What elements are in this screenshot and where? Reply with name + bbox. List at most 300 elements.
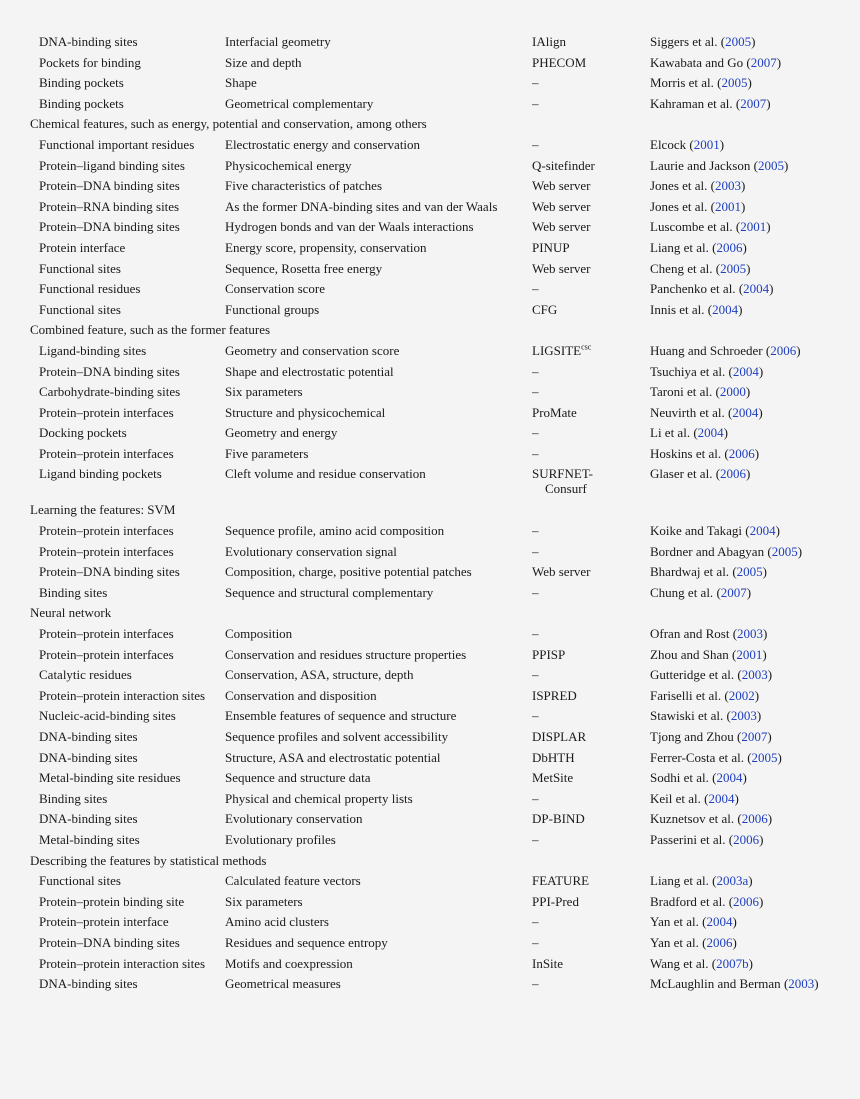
reference-cell: Passerini et al. (2006) bbox=[650, 831, 764, 847]
table-row bbox=[30, 199, 830, 220]
tool-name: Q-sitefinder bbox=[532, 157, 595, 173]
feature-cell: Evolutionary conservation signal bbox=[225, 543, 397, 559]
binding-site-cell: Functional residues bbox=[39, 281, 141, 297]
tool-name: ISPRED bbox=[532, 687, 577, 703]
tool-cell bbox=[532, 405, 650, 426]
feature-cell: Sequence and structural complementary bbox=[225, 584, 434, 600]
tool-name: – bbox=[532, 136, 539, 152]
tool-cell bbox=[532, 34, 650, 55]
citation-year-link[interactable]: 2004 bbox=[732, 363, 759, 379]
table-row bbox=[30, 281, 830, 302]
reference-authors: Liang et al. bbox=[650, 873, 709, 889]
table-row bbox=[30, 261, 830, 282]
tool-name: – bbox=[532, 75, 539, 91]
table-row bbox=[30, 585, 830, 606]
table-row bbox=[30, 811, 830, 832]
citation-year-link[interactable]: 2005 bbox=[757, 157, 784, 173]
reference-cell: Gutteridge et al. (2003) bbox=[650, 667, 773, 683]
reference-authors: Passerini et al. bbox=[650, 831, 726, 847]
feature-cell: Sequence and structure data bbox=[225, 770, 371, 786]
reference-authors: Luscombe et al. bbox=[650, 219, 733, 235]
table-row bbox=[30, 137, 830, 158]
citation-year-link[interactable]: 2006 bbox=[733, 893, 760, 909]
tool-cell bbox=[532, 281, 650, 302]
tool-cell bbox=[532, 364, 650, 385]
citation-year-link[interactable]: 2006 bbox=[733, 831, 760, 847]
reference-cell: Kuznetsov et al. (2006) bbox=[650, 811, 773, 827]
binding-site-cell: Protein–protein interfaces bbox=[39, 404, 174, 420]
citation-year-link[interactable]: 2007 bbox=[740, 95, 767, 111]
tool-name: – bbox=[532, 584, 539, 600]
binding-site-cell: Protein–protein interfaces bbox=[39, 445, 174, 461]
feature-cell: Five parameters bbox=[225, 445, 309, 461]
reference-cell: Glaser et al. (2006) bbox=[650, 466, 751, 482]
feature-cell: Six parameters bbox=[225, 893, 303, 909]
citation-year-link[interactable]: 2000 bbox=[719, 384, 746, 400]
feature-cell: Geometrical complementary bbox=[225, 95, 374, 111]
feature-cell: Ensemble features of sequence and structure bbox=[225, 708, 457, 724]
binding-site-cell: Protein–protein interfaces bbox=[39, 646, 174, 662]
reference-cell: Jones et al. (2001) bbox=[650, 198, 746, 214]
feature-cell: Composition bbox=[225, 626, 293, 642]
feature-cell: Conservation score bbox=[225, 281, 326, 297]
feature-cell: Shape bbox=[225, 75, 257, 91]
table-row bbox=[30, 729, 830, 750]
feature-cell: Sequence, Rosetta free energy bbox=[225, 260, 383, 276]
feature-cell: Geometrical measures bbox=[225, 976, 341, 992]
binding-site-cell: DNA-binding sites bbox=[39, 976, 138, 992]
table-row bbox=[30, 667, 830, 688]
reference-cell: Yan et al. (2004) bbox=[650, 914, 737, 930]
reference-cell: Stawiski et al. (2003) bbox=[650, 708, 762, 724]
reference-authors: Hoskins et al. bbox=[650, 445, 722, 461]
citation-year-link[interactable]: 2003 bbox=[788, 976, 815, 992]
reference-authors: Wang et al. bbox=[650, 955, 709, 971]
citation-year-link[interactable]: 2005 bbox=[771, 543, 798, 559]
feature-cell: Composition, charge, positive potential patches bbox=[225, 564, 472, 580]
tool-name: PPISP bbox=[532, 646, 566, 662]
table-row bbox=[30, 466, 830, 502]
tool-name: PHECOM bbox=[532, 54, 587, 70]
section-heading-row bbox=[30, 116, 830, 137]
tool-name: – bbox=[532, 523, 539, 539]
table-row bbox=[30, 626, 830, 647]
reference-authors: Koike and Takagi bbox=[650, 523, 742, 539]
reference-cell: Luscombe et al. (2001) bbox=[650, 219, 771, 235]
binding-site-cell: Binding sites bbox=[39, 790, 108, 806]
tool-name: – bbox=[532, 445, 539, 461]
tool-cell bbox=[532, 688, 650, 709]
citation-year-link[interactable]: 2004 bbox=[743, 281, 770, 297]
reference-cell: Neuvirth et al. (2004) bbox=[650, 404, 763, 420]
tool-name: MetSite bbox=[532, 770, 574, 786]
tool-name: – bbox=[532, 363, 539, 379]
tool-cell bbox=[532, 384, 650, 405]
tool-cell bbox=[532, 219, 650, 240]
feature-cell: Five characteristics of patches bbox=[225, 178, 383, 194]
reference-authors: McLaughlin and Berman bbox=[650, 976, 781, 992]
reference-cell: Wang et al. (2007b) bbox=[650, 955, 753, 971]
table-row bbox=[30, 564, 830, 585]
reference-authors: Kahraman et al. bbox=[650, 95, 733, 111]
tool-name: FEATURE bbox=[532, 873, 590, 889]
table-row bbox=[30, 219, 830, 240]
binding-site-cell: Protein–protein interfaces bbox=[39, 523, 174, 539]
reference-authors: Li et al. bbox=[650, 425, 691, 441]
table-row bbox=[30, 343, 830, 364]
tool-name: – bbox=[532, 831, 539, 847]
reference-cell: Morris et al. (2005) bbox=[650, 75, 752, 91]
reference-authors: Bhardwaj et al. bbox=[650, 564, 730, 580]
table-row bbox=[30, 158, 830, 179]
reference-authors: Tsuchiya et al. bbox=[650, 363, 726, 379]
reference-cell: McLaughlin and Berman (2003) bbox=[650, 976, 819, 992]
methods-table bbox=[30, 34, 830, 997]
citation-year-link[interactable]: 2004 bbox=[716, 770, 743, 786]
reference-cell: Hoskins et al. (2006) bbox=[650, 445, 760, 461]
citation-year-link[interactable]: 2005 bbox=[751, 749, 778, 765]
reference-cell: Tsuchiya et al. (2004) bbox=[650, 363, 764, 379]
reference-authors: Jones et al. bbox=[650, 198, 708, 214]
feature-cell: Shape and electrostatic potential bbox=[225, 363, 394, 379]
table-row bbox=[30, 446, 830, 467]
tool-name: SURFNET- bbox=[532, 466, 593, 482]
citation-year-link[interactable]: 2001 bbox=[693, 136, 720, 152]
reference-cell: Zhou and Shan (2001) bbox=[650, 646, 767, 662]
section-heading: Neural network bbox=[30, 605, 112, 621]
binding-site-cell: Catalytic residues bbox=[39, 667, 132, 683]
reference-cell: Innis et al. (2004) bbox=[650, 301, 743, 317]
binding-site-cell: Ligand-binding sites bbox=[39, 342, 147, 358]
citation-year-link[interactable]: 2003 bbox=[741, 667, 768, 683]
feature-cell: Structure, ASA and electrostatic potential bbox=[225, 749, 441, 765]
reference-cell: Kahraman et al. (2007) bbox=[650, 95, 771, 111]
binding-site-cell: Protein–protein interface bbox=[39, 914, 169, 930]
citation-year-link[interactable]: 2004 bbox=[708, 790, 735, 806]
citation-year-link[interactable]: 2004 bbox=[732, 404, 759, 420]
section-heading-row bbox=[30, 322, 830, 343]
reference-cell: Bordner and Abagyan (2005) bbox=[650, 543, 803, 559]
binding-site-cell: DNA-binding sites bbox=[39, 34, 138, 49]
reference-authors: Glaser et al. bbox=[650, 466, 713, 482]
binding-site-cell: Carbohydrate-binding sites bbox=[39, 384, 181, 400]
binding-site-cell: Metal-binding site residues bbox=[39, 770, 181, 786]
citation-year-link[interactable]: 2007 bbox=[741, 729, 768, 744]
tool-cell bbox=[532, 240, 650, 261]
reference-cell: Chung et al. (2007) bbox=[650, 584, 752, 600]
tool-cell bbox=[532, 667, 650, 688]
binding-site-cell: DNA-binding sites bbox=[39, 811, 138, 827]
binding-site-cell: Protein–RNA binding sites bbox=[39, 198, 180, 214]
tool-cell bbox=[532, 446, 650, 467]
binding-site-cell: Protein–DNA binding sites bbox=[39, 219, 180, 235]
tool-name: – bbox=[532, 914, 539, 930]
reference-cell: Huang and Schroeder (2006) bbox=[650, 342, 801, 358]
feature-cell: Geometry and conservation score bbox=[225, 342, 400, 358]
tool-cell bbox=[532, 914, 650, 935]
feature-cell: Physical and chemical property lists bbox=[225, 790, 413, 806]
table-row bbox=[30, 770, 830, 791]
binding-site-cell: Protein–protein binding site bbox=[39, 893, 185, 909]
tool-cell bbox=[532, 770, 650, 791]
feature-cell: Hydrogen bonds and van der Waals interactions bbox=[225, 219, 474, 235]
feature-cell: Cleft volume and residue conservation bbox=[225, 466, 426, 482]
tool-name: – bbox=[532, 976, 539, 992]
reference-cell: Taroni et al. (2000) bbox=[650, 384, 751, 400]
citation-year-link[interactable]: 2001 bbox=[740, 219, 767, 235]
citation-year-link[interactable]: 2006 bbox=[720, 466, 747, 482]
reference-cell: Fariselli et al. (2002) bbox=[650, 687, 760, 703]
feature-cell: Size and depth bbox=[225, 54, 302, 70]
table-row bbox=[30, 364, 830, 385]
citation-year-link[interactable]: 2007 bbox=[720, 584, 747, 600]
table-row bbox=[30, 55, 830, 76]
table-row bbox=[30, 750, 830, 771]
reference-authors: Yan et al. bbox=[650, 934, 699, 950]
reference-authors: Gutteridge et al. bbox=[650, 667, 735, 683]
table-row bbox=[30, 523, 830, 544]
tool-name: – bbox=[532, 384, 539, 400]
tool-cell bbox=[532, 585, 650, 606]
reference-cell: Liang et al. (2006) bbox=[650, 239, 747, 255]
citation-year-link[interactable]: 2005 bbox=[721, 75, 748, 91]
section-heading-row bbox=[30, 502, 830, 523]
reference-authors: Kuznetsov et al. bbox=[650, 811, 735, 827]
reference-authors: Kawabata and Go bbox=[650, 54, 744, 70]
tool-name: InSite bbox=[532, 955, 564, 971]
reference-authors: Chung et al. bbox=[650, 584, 714, 600]
table-row bbox=[30, 405, 830, 426]
binding-site-cell: Pockets for binding bbox=[39, 54, 141, 70]
reference-cell: Siggers et al. (2005) bbox=[650, 34, 756, 49]
reference-cell: Jones et al. (2003) bbox=[650, 178, 746, 194]
reference-cell: Ofran and Rost (2003) bbox=[650, 626, 768, 642]
reference-cell: Bhardwaj et al. (2005) bbox=[650, 564, 767, 580]
tool-cell bbox=[532, 261, 650, 282]
feature-cell: Sequence profile, amino acid composition bbox=[225, 523, 445, 539]
tool-cell bbox=[532, 935, 650, 956]
citation-year-link[interactable]: 2006 bbox=[770, 342, 797, 358]
citation-year-link[interactable]: 2005 bbox=[725, 34, 752, 49]
tool-name: – bbox=[532, 425, 539, 441]
binding-site-cell: Docking pockets bbox=[39, 425, 127, 441]
binding-site-cell: Functional important residues bbox=[39, 136, 195, 152]
binding-site-cell: Functional sites bbox=[39, 873, 121, 889]
reference-authors: Taroni et al. bbox=[650, 384, 713, 400]
tool-name: – bbox=[532, 790, 539, 806]
feature-cell: Conservation, ASA, structure, depth bbox=[225, 667, 414, 683]
citation-year-link[interactable]: 2001 bbox=[736, 646, 763, 662]
tool-name: – bbox=[532, 543, 539, 559]
binding-site-cell: Functional sites bbox=[39, 301, 121, 317]
feature-cell: Conservation and residues structure properties bbox=[225, 646, 467, 662]
section-heading: Combined feature, such as the former features bbox=[30, 322, 271, 338]
feature-cell: Evolutionary profiles bbox=[225, 831, 336, 847]
table-row bbox=[30, 791, 830, 812]
reference-authors: Jones et al. bbox=[650, 178, 708, 194]
tool-name: – bbox=[532, 95, 539, 111]
reference-cell: Tjong and Zhou (2007) bbox=[650, 729, 772, 744]
citation-year-link[interactable]: 2004 bbox=[749, 523, 776, 539]
tool-cell bbox=[532, 626, 650, 647]
tool-name: LIGSITE bbox=[532, 342, 582, 358]
citation-year-link[interactable]: 2004 bbox=[697, 425, 724, 441]
feature-cell: Conservation and disposition bbox=[225, 687, 377, 703]
citation-year-link[interactable]: 2004 bbox=[706, 914, 733, 930]
reference-cell: Li et al. (2004) bbox=[650, 425, 729, 441]
tool-cell bbox=[532, 199, 650, 220]
tool-name: DbHTH bbox=[532, 749, 575, 765]
citation-year-link[interactable]: 2001 bbox=[715, 198, 741, 214]
tool-cell bbox=[532, 873, 650, 894]
tool-name: – bbox=[532, 934, 539, 950]
citation-year-link[interactable]: 2003 bbox=[737, 626, 764, 642]
binding-site-cell: Protein–protein interfaces bbox=[39, 626, 174, 642]
table-row bbox=[30, 384, 830, 405]
citation-year-link[interactable]: 2006 bbox=[716, 239, 743, 255]
table-row bbox=[30, 935, 830, 956]
reference-authors: Laurie and Jackson bbox=[650, 157, 751, 173]
section-heading-row bbox=[30, 853, 830, 874]
reference-cell: Ferrer-Costa et al. (2005) bbox=[650, 749, 782, 765]
tool-cell bbox=[532, 466, 650, 502]
binding-site-cell: Nucleic-acid-binding sites bbox=[39, 708, 176, 724]
reference-cell: Bradford et al. (2006) bbox=[650, 893, 764, 909]
reference-authors: Ferrer-Costa et al. bbox=[650, 749, 744, 765]
binding-site-cell: Protein–DNA binding sites bbox=[39, 363, 180, 379]
reference-authors: Tjong and Zhou bbox=[650, 729, 734, 744]
tool-cell bbox=[532, 750, 650, 771]
reference-authors: Bordner and Abagyan bbox=[650, 543, 765, 559]
feature-cell: Sequence profiles and solvent accessibility bbox=[225, 729, 449, 744]
tool-name: CFG bbox=[532, 301, 558, 317]
reference-authors: Siggers et al. bbox=[650, 34, 718, 49]
binding-site-cell: Ligand binding pockets bbox=[39, 466, 162, 482]
tool-cell bbox=[532, 708, 650, 729]
reference-authors: Elcock bbox=[650, 136, 687, 152]
reference-cell: Sodhi et al. (2004) bbox=[650, 770, 747, 786]
table-row bbox=[30, 75, 830, 96]
tool-name: – bbox=[532, 667, 539, 683]
reference-authors: Yan et al. bbox=[650, 914, 699, 930]
binding-site-cell: Functional sites bbox=[39, 260, 121, 276]
binding-site-cell: Protein–protein interaction sites bbox=[39, 955, 206, 971]
tool-cell bbox=[532, 544, 650, 565]
table-body bbox=[30, 34, 830, 997]
tool-name: – bbox=[532, 626, 539, 642]
citation-year-link[interactable]: 2003 bbox=[715, 178, 741, 194]
citation-year-link[interactable]: 2004 bbox=[712, 301, 739, 317]
feature-cell: Functional groups bbox=[225, 301, 320, 317]
reference-authors: Morris et al. bbox=[650, 75, 714, 91]
reference-authors: Stawiski et al. bbox=[650, 708, 724, 724]
citation-year-link[interactable]: 2007b bbox=[716, 955, 749, 971]
binding-site-cell: Protein–DNA binding sites bbox=[39, 934, 180, 950]
tool-name: Web server bbox=[532, 178, 591, 194]
table-row bbox=[30, 956, 830, 977]
feature-cell: Calculated feature vectors bbox=[225, 873, 361, 889]
table-row bbox=[30, 708, 830, 729]
table-row bbox=[30, 240, 830, 261]
binding-site-cell: Protein–ligand binding sites bbox=[39, 157, 185, 173]
binding-site-cell: DNA-binding sites bbox=[39, 749, 138, 765]
tool-cell bbox=[532, 178, 650, 199]
tool-cell bbox=[532, 811, 650, 832]
binding-site-cell: Binding sites bbox=[39, 584, 108, 600]
table-row bbox=[30, 34, 830, 55]
binding-site-cell: Protein–protein interfaces bbox=[39, 543, 174, 559]
table-row bbox=[30, 873, 830, 894]
table-row bbox=[30, 914, 830, 935]
table-row bbox=[30, 96, 830, 117]
tool-cell bbox=[532, 75, 650, 96]
citation-year-link[interactable]: 2003a bbox=[716, 873, 749, 889]
feature-cell: Interfacial geometry bbox=[225, 34, 331, 49]
reference-authors: Bradford et al. bbox=[650, 893, 726, 909]
citation-year-link[interactable]: 2003 bbox=[730, 708, 757, 724]
reference-authors: Liang et al. bbox=[650, 239, 709, 255]
tool-name: PINUP bbox=[532, 239, 570, 255]
reference-cell: Kawabata and Go (2007) bbox=[650, 54, 782, 70]
tool-cell bbox=[532, 96, 650, 117]
citation-year-link[interactable]: 2002 bbox=[728, 687, 755, 703]
tool-name: DP-BIND bbox=[532, 811, 585, 827]
tool-name: IAlign bbox=[532, 34, 566, 49]
citation-year-link[interactable]: 2005 bbox=[736, 564, 763, 580]
reference-authors: Innis et al. bbox=[650, 301, 705, 317]
citation-year-link[interactable]: 2006 bbox=[741, 811, 768, 827]
tool-name: – bbox=[532, 281, 539, 297]
tool-name: ProMate bbox=[532, 404, 577, 420]
table-row bbox=[30, 688, 830, 709]
tool-cell bbox=[532, 55, 650, 76]
table-row bbox=[30, 647, 830, 668]
reference-authors: Cheng et al. bbox=[650, 260, 713, 276]
tool-cell bbox=[532, 956, 650, 977]
tool-cell bbox=[532, 791, 650, 812]
reference-cell: Yan et al. (2006) bbox=[650, 934, 737, 950]
tool-cell bbox=[532, 158, 650, 179]
tool-cell bbox=[532, 832, 650, 853]
tool-cell bbox=[532, 976, 650, 997]
feature-cell: Physicochemical energy bbox=[225, 157, 352, 173]
tool-cell bbox=[532, 729, 650, 750]
table-row bbox=[30, 302, 830, 323]
reference-authors: Huang and Schroeder bbox=[650, 342, 763, 358]
reference-authors: Sodhi et al. bbox=[650, 770, 709, 786]
tool-name: DISPLAR bbox=[532, 729, 587, 744]
citation-year-link[interactable]: 2005 bbox=[720, 260, 747, 276]
table-row bbox=[30, 178, 830, 199]
citation-year-link[interactable]: 2007 bbox=[750, 54, 777, 70]
feature-cell: Motifs and coexpression bbox=[225, 955, 353, 971]
binding-site-cell: DNA-binding sites bbox=[39, 729, 138, 744]
binding-site-cell: Binding pockets bbox=[39, 75, 124, 91]
tool-name: Web server bbox=[532, 219, 591, 235]
feature-cell: Amino acid clusters bbox=[225, 914, 329, 930]
reference-cell: Koike and Takagi (2004) bbox=[650, 523, 780, 539]
citation-year-link[interactable]: 2006 bbox=[728, 445, 755, 461]
reference-authors: Panchenko et al. bbox=[650, 281, 736, 297]
tool-cell bbox=[532, 343, 650, 364]
feature-cell: Electrostatic energy and conservation bbox=[225, 136, 421, 152]
section-heading: Learning the features: SVM bbox=[30, 502, 176, 518]
section-heading: Describing the features by statistical methods bbox=[30, 852, 267, 868]
tool-name-continued: Consurf bbox=[545, 481, 587, 497]
reference-cell: Liang et al. (2003a) bbox=[650, 873, 753, 889]
tool-superscript: csc bbox=[581, 342, 592, 352]
citation-year-link[interactable]: 2006 bbox=[706, 934, 733, 950]
